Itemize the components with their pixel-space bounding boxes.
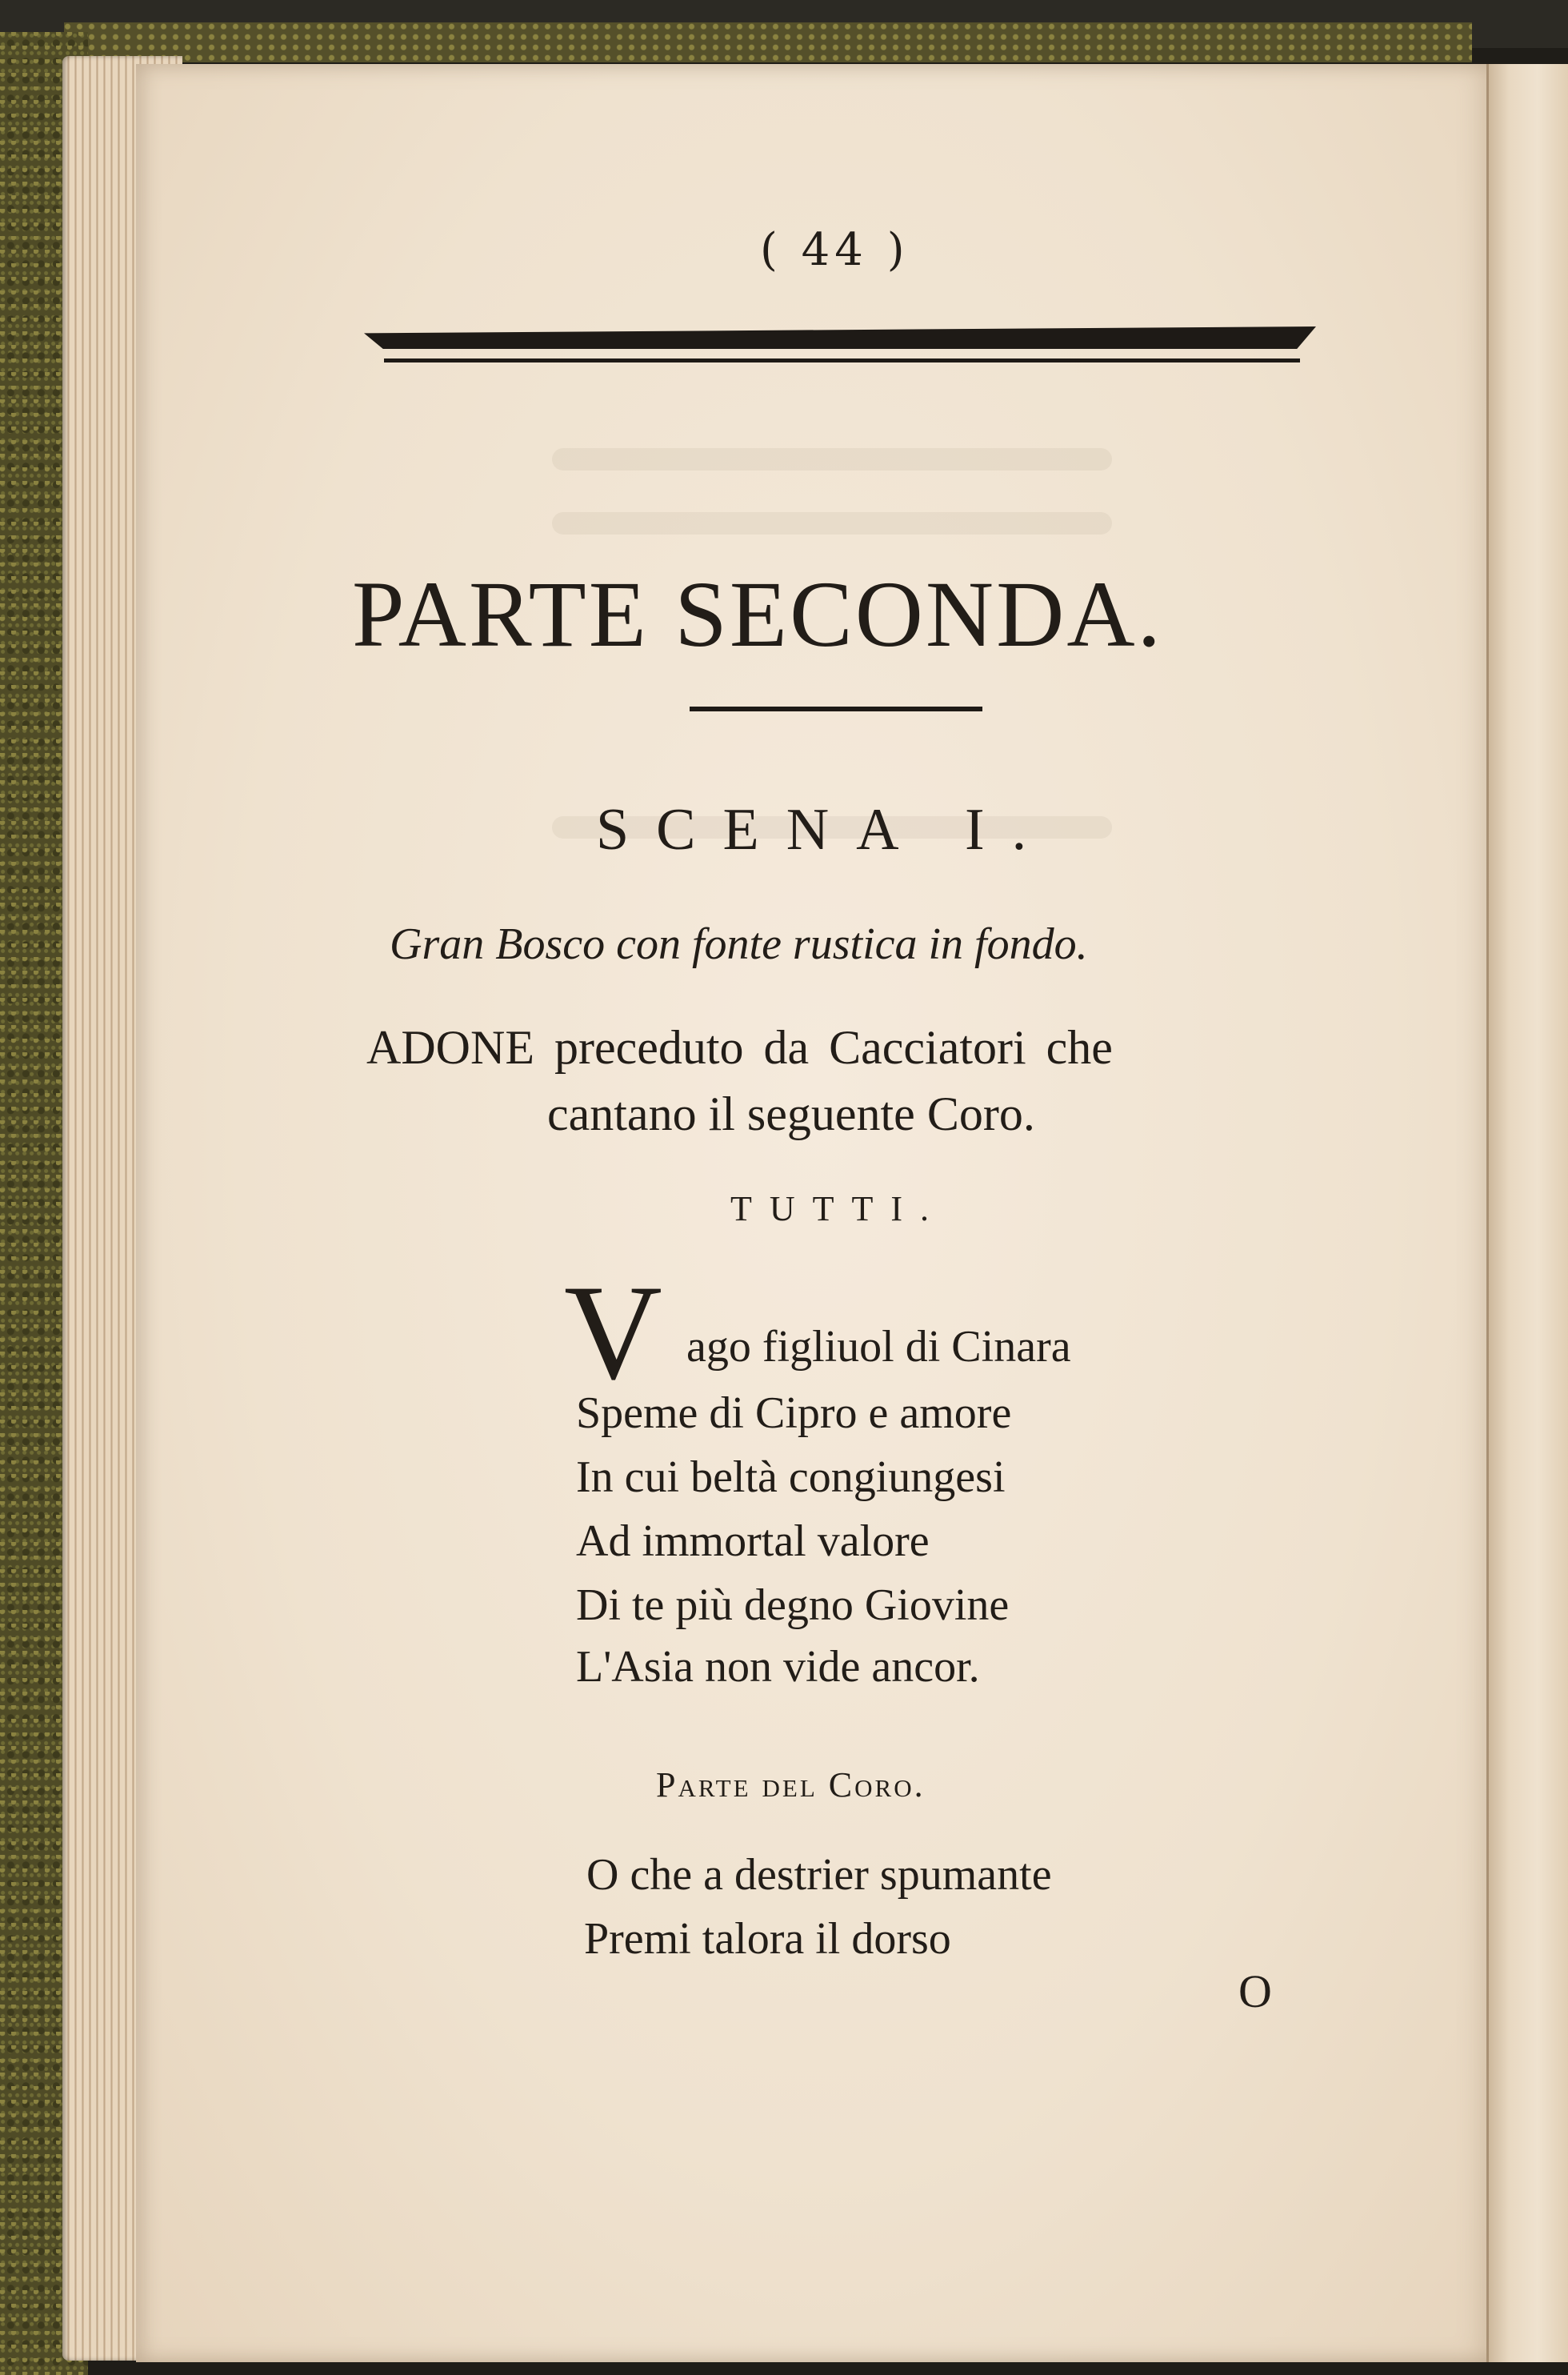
- speaker-label: Parte del Coro.: [656, 1765, 926, 1804]
- header-rule-thin: [384, 358, 1300, 362]
- page-number: ( 44 ): [760, 224, 910, 276]
- verse-line: Premi talora il dorso: [584, 1914, 951, 1964]
- title-divider: [690, 707, 982, 711]
- bleed-through: [552, 512, 1112, 535]
- stage-direction-line-2: cantano il seguente Coro.: [547, 1087, 1035, 1140]
- marbled-cover-top: [64, 22, 1472, 62]
- verse-line: O che a destrier spumante: [586, 1850, 1052, 1900]
- drop-cap: V: [564, 1257, 662, 1408]
- verse-line: In cui beltà congiungesi: [576, 1452, 1006, 1502]
- part-title: PARTE SECONDA.: [352, 562, 1164, 667]
- verse-line: ago figliuol di Cinara: [686, 1322, 1071, 1372]
- verse-line: Ad immortal valore: [576, 1516, 930, 1566]
- verse-line: L'Asia non vide ancor.: [576, 1642, 980, 1692]
- scene-heading: SCENA I.: [596, 797, 1054, 863]
- verse-line: Di te più degno Giovine: [576, 1580, 1010, 1630]
- facing-page-edge: [1486, 64, 1568, 2362]
- scene-setting: Gran Bosco con fonte rustica in fondo.: [390, 919, 1088, 969]
- verse-line: Speme di Cipro e amore: [576, 1388, 1012, 1438]
- stage-direction-line-1: ADONE preceduto da Cacciatori che: [366, 1021, 1113, 1074]
- speaker-label: TUTTI.: [730, 1189, 947, 1228]
- catchword: O: [1238, 1965, 1272, 2017]
- bleed-through: [552, 448, 1112, 471]
